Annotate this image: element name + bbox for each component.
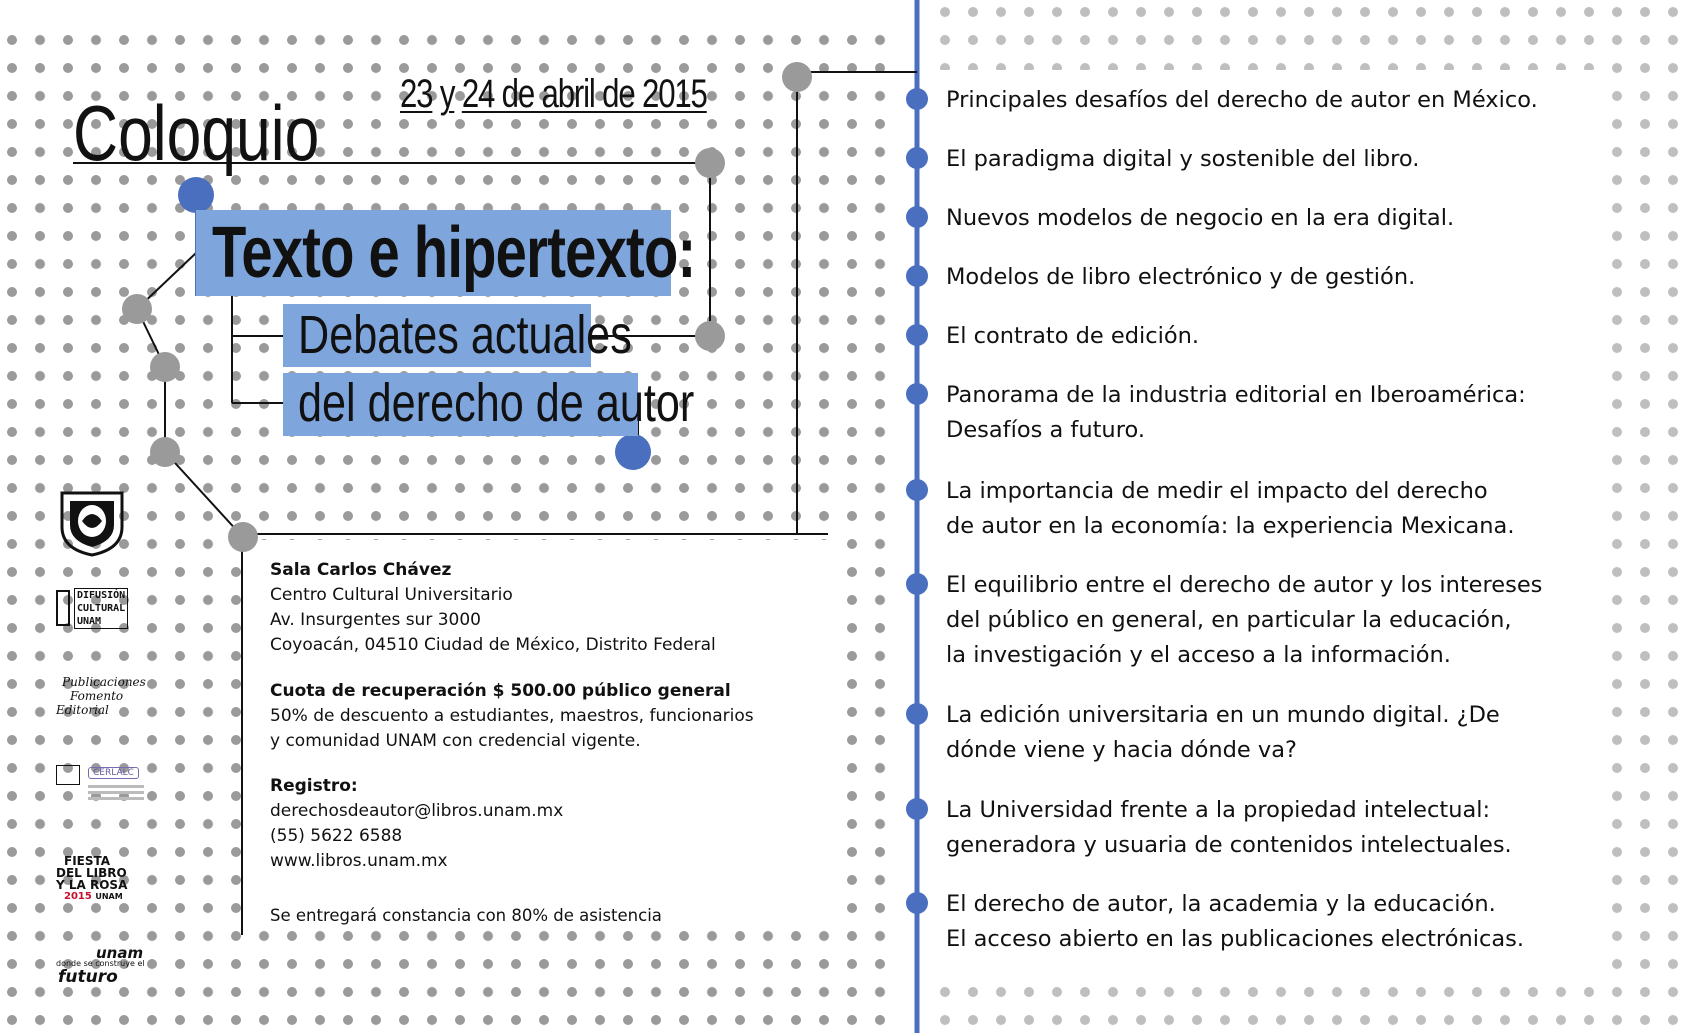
event-subtitle-line-2: del derecho de autor xyxy=(298,373,695,433)
topic-line: del público en general, en particular la educación, xyxy=(946,607,1512,633)
timeline-node xyxy=(906,573,928,595)
topic-line: El contrato de edición. xyxy=(946,323,1200,349)
topic-line: dónde viene y hacia dónde va? xyxy=(946,737,1297,763)
date-conjunction: y xyxy=(439,72,455,116)
registration-email[interactable]: derechosdeautor@libros.unam.mx xyxy=(270,801,564,821)
unam-seal-icon xyxy=(56,487,128,557)
unesco-temple-icon xyxy=(56,765,80,785)
difusion-cultural-logo xyxy=(56,588,126,630)
fiesta-line-2: DEL LIBRO xyxy=(56,866,127,880)
timeline-node xyxy=(906,383,928,405)
unam-seal-logo xyxy=(56,487,128,557)
topic-line: generadora y usuaria de contenidos intelectuales. xyxy=(946,832,1512,858)
unesco-cerlalc-logo xyxy=(56,765,146,813)
fee-block xyxy=(270,679,754,754)
fee-discount-line-2: y comunidad UNAM con credencial vigente. xyxy=(270,731,641,751)
topic-line: la investigación y el acceso a la información. xyxy=(946,642,1451,668)
difusion-line-3: UNAM xyxy=(77,616,102,627)
timeline-node xyxy=(906,206,928,228)
difusion-line-2: CULTURAL xyxy=(77,603,126,614)
topic-line: Desafíos a futuro. xyxy=(946,417,1145,443)
topic-line: Modelos de libro electrónico y de gestión. xyxy=(946,264,1416,290)
topic-line: El paradigma digital y sostenible del libro. xyxy=(946,146,1420,172)
topic-item xyxy=(946,260,1415,295)
topic-item xyxy=(946,201,1454,236)
difusion-line-1: DIFUSIÓN xyxy=(77,590,126,601)
fiesta-line-3: Y LA ROSA xyxy=(56,878,128,892)
topic-line: Panorama de la industria editorial en Iberoamérica: xyxy=(946,382,1526,408)
topic-line: El derecho de autor, la academia y la educación. xyxy=(946,891,1496,917)
date-day-1: 23 xyxy=(400,72,433,116)
timeline-node xyxy=(906,798,928,820)
certificate-note: Se entregará constancia con 80% de asistencia xyxy=(270,906,662,925)
publicaciones-line-3: Editorial xyxy=(56,703,109,717)
unam-tagline: donde se construye el xyxy=(56,959,145,968)
registration-heading: Registro: xyxy=(270,776,358,796)
topic-item xyxy=(946,378,1526,448)
event-subtitle-line-1: Debates actuales xyxy=(298,305,632,365)
topic-line: de autor en la economía: la experiencia Mexicana. xyxy=(946,513,1515,539)
fee-discount-line-1: 50% de descuento a estudiantes, maestros, funcionarios xyxy=(270,706,754,726)
event-kind: Coloquio xyxy=(73,89,320,177)
fee-heading: Cuota de recuperación $ 500.00 público general xyxy=(270,681,731,701)
timeline-node xyxy=(906,479,928,501)
unam-wordmark: unam xyxy=(96,944,144,962)
topic-line: Nuevos modelos de negocio en la era digital. xyxy=(946,205,1455,231)
venue-city: Coyoacán, 04510 Ciudad de México, Distrito Federal xyxy=(270,635,716,655)
fiesta-unam: UNAM xyxy=(95,892,123,901)
topic-item xyxy=(946,698,1500,768)
timeline-node xyxy=(906,324,928,346)
topic-line: El equilibrio entre el derecho de autor y los intereses xyxy=(946,572,1543,598)
venue-name: Sala Carlos Chávez xyxy=(270,560,452,580)
topic-item xyxy=(946,568,1542,673)
venue-center: Centro Cultural Universitario xyxy=(270,585,513,605)
topic-line: La edición universitaria en un mundo digital. ¿De xyxy=(946,702,1500,728)
registration-web[interactable]: www.libros.unam.mx xyxy=(270,851,448,871)
fiesta-line-1: FIESTA xyxy=(64,854,111,868)
fiesta-year: 2015 xyxy=(64,891,92,902)
venue-address: Av. Insurgentes sur 3000 xyxy=(270,610,481,630)
timeline-node xyxy=(906,88,928,110)
unam-futuro-word: futuro xyxy=(58,967,118,987)
topic-item xyxy=(946,887,1524,957)
timeline-node xyxy=(906,147,928,169)
topic-line: El acceso abierto en las publicaciones electrónicas. xyxy=(946,926,1525,952)
timeline-node xyxy=(906,265,928,287)
event-title: Texto e hipertexto: xyxy=(212,213,696,293)
topic-item xyxy=(946,142,1419,177)
event-date xyxy=(400,72,707,117)
topic-item xyxy=(946,319,1199,354)
topic-item xyxy=(946,83,1538,118)
topic-line: Principales desafíos del derecho de autor en México. xyxy=(946,87,1538,113)
topic-item xyxy=(946,793,1512,863)
cerlalc-label: CERLALC xyxy=(88,767,139,779)
topic-line: La importancia de medir el impacto del derecho xyxy=(946,478,1488,504)
unam-futuro-logo xyxy=(56,944,166,994)
fiesta-libro-rosa-logo xyxy=(56,855,136,915)
topic-line: La Universidad frente a la propiedad intelectual: xyxy=(946,797,1491,823)
publicaciones-logo xyxy=(56,675,146,717)
publicaciones-line-1: Publicaciones xyxy=(62,675,146,689)
timeline-node xyxy=(906,703,928,725)
venue-block xyxy=(270,558,716,658)
registration-block xyxy=(270,774,563,874)
timeline-node xyxy=(906,892,928,914)
topic-item xyxy=(946,474,1515,544)
difusion-mark-icon xyxy=(56,590,70,626)
publicaciones-line-2: Fomento xyxy=(70,689,124,703)
registration-phone: (55) 5622 6588 xyxy=(270,826,403,846)
date-day-2: 24 de abril de 2015 xyxy=(461,72,707,116)
